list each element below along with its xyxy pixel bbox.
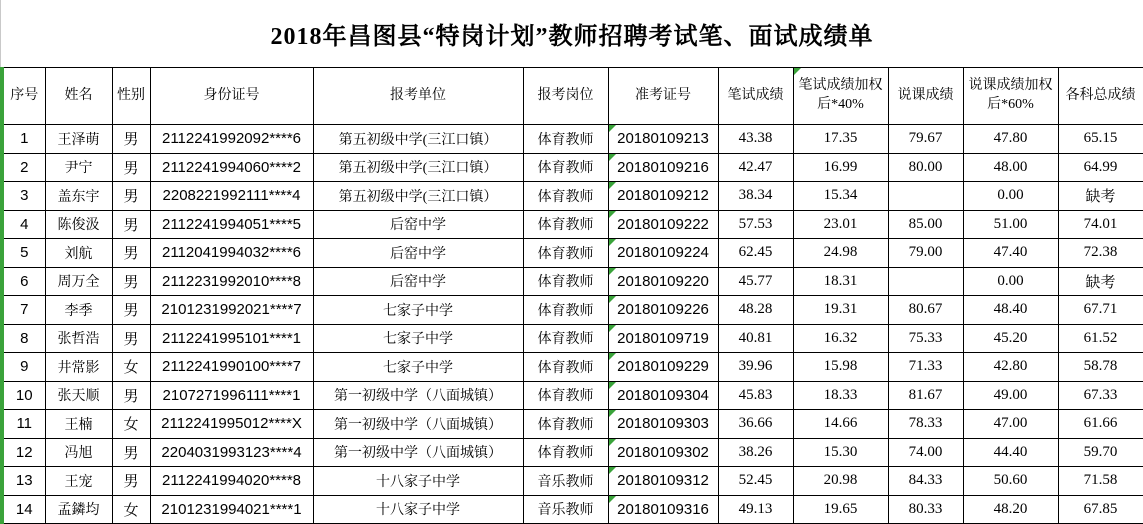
- error-triangle-icon: [609, 296, 616, 303]
- cell-gender: 男: [112, 381, 150, 410]
- cell-name: 李季: [45, 296, 112, 325]
- col-header-written40: 笔试成绩加权后*40%: [793, 68, 888, 125]
- table-row: [4, 438, 1143, 467]
- cell-no: 8: [4, 324, 45, 353]
- cell-no: 6: [4, 267, 45, 296]
- cell-id: 2112041994032****6: [150, 239, 313, 268]
- error-triangle-icon: [609, 496, 616, 503]
- page-title: 2018年昌图县“特岗计划”教师招聘考试笔、面试成绩单: [270, 24, 874, 50]
- error-triangle-icon: [609, 410, 616, 417]
- cell-total: 71.58: [1058, 467, 1143, 496]
- cell-no: 4: [4, 210, 45, 239]
- cell-written: 45.77: [718, 267, 793, 296]
- cell-unit: 七家子中学: [313, 353, 523, 382]
- cell-position: 体育教师: [523, 410, 608, 439]
- cell-written40: 20.98: [793, 467, 888, 496]
- error-triangle-icon: [794, 68, 801, 75]
- col-header-written: 笔试成绩: [718, 68, 793, 125]
- cell-written: 42.47: [718, 153, 793, 182]
- cell-name: 刘航: [45, 239, 112, 268]
- col-header-lecture60: 说课成绩加权后*60%: [963, 68, 1058, 125]
- cell-name: 王泽萌: [45, 125, 112, 154]
- cell-lecture: 79.67: [888, 125, 963, 154]
- col-header-id: 身份证号: [150, 68, 313, 125]
- table-row: [4, 353, 1143, 382]
- cell-gender: 男: [112, 296, 150, 325]
- cell-no: 1: [4, 125, 45, 154]
- cell-lecture60: 44.40: [963, 438, 1058, 467]
- cell-unit: 后窑中学: [313, 239, 523, 268]
- cell-position: 体育教师: [523, 353, 608, 382]
- error-triangle-icon: [609, 325, 616, 332]
- cell-lecture60: 47.40: [963, 239, 1058, 268]
- cell-lecture60: 48.20: [963, 495, 1058, 524]
- col-header-lecture: 说课成绩: [888, 68, 963, 125]
- cell-lecture60: 50.60: [963, 467, 1058, 496]
- cell-name: 周万全: [45, 267, 112, 296]
- cell-name: 尹宁: [45, 153, 112, 182]
- cell-no: 14: [4, 495, 45, 524]
- table-row: [4, 153, 1143, 182]
- cell-ticket: 20180109312: [608, 467, 718, 496]
- cell-ticket: 20180109304: [608, 381, 718, 410]
- cell-gender: 男: [112, 125, 150, 154]
- title-block: [0, 0, 1143, 67]
- cell-unit: 第五初级中学(三江口镇）: [313, 182, 523, 211]
- cell-total: 缺考: [1058, 182, 1143, 211]
- cell-id: 2112241990100****7: [150, 353, 313, 382]
- cell-lecture60: 47.00: [963, 410, 1058, 439]
- table-row: [4, 267, 1143, 296]
- cell-total: 74.01: [1058, 210, 1143, 239]
- cell-written40: 19.31: [793, 296, 888, 325]
- cell-name: 张哲浩: [45, 324, 112, 353]
- cell-unit: 第一初级中学（八面城镇）: [313, 381, 523, 410]
- table-row: [4, 467, 1143, 496]
- table-row: [4, 410, 1143, 439]
- error-triangle-icon: [609, 439, 616, 446]
- cell-no: 7: [4, 296, 45, 325]
- cell-id: 2101231992021****7: [150, 296, 313, 325]
- cell-no: 3: [4, 182, 45, 211]
- cell-written40: 24.98: [793, 239, 888, 268]
- cell-position: 音乐教师: [523, 467, 608, 496]
- cell-unit: 七家子中学: [313, 296, 523, 325]
- cell-total: 72.38: [1058, 239, 1143, 268]
- cell-id: 2112241995012****X: [150, 410, 313, 439]
- cell-position: 体育教师: [523, 381, 608, 410]
- cell-written40: 18.33: [793, 381, 888, 410]
- cell-id: 2204031993123****4: [150, 438, 313, 467]
- cell-ticket: 20180109213: [608, 125, 718, 154]
- cell-id: 2112231992010****8: [150, 267, 313, 296]
- cell-written40: 15.34: [793, 182, 888, 211]
- cell-lecture: 78.33: [888, 410, 963, 439]
- cell-ticket: 20180109316: [608, 495, 718, 524]
- cell-name: 陈俊汲: [45, 210, 112, 239]
- cell-id: 2107271996111****1: [150, 381, 313, 410]
- header-row: [4, 68, 1143, 125]
- cell-unit: 七家子中学: [313, 324, 523, 353]
- cell-no: 9: [4, 353, 45, 382]
- cell-written40: 18.31: [793, 267, 888, 296]
- cell-ticket: 20180109224: [608, 239, 718, 268]
- cell-lecture60: 48.00: [963, 153, 1058, 182]
- cell-position: 体育教师: [523, 324, 608, 353]
- cell-written: 62.45: [718, 239, 793, 268]
- col-header-name: 姓名: [45, 68, 112, 125]
- score-table-body: [4, 125, 1143, 524]
- table-row: [4, 296, 1143, 325]
- cell-lecture: [888, 182, 963, 211]
- cell-written: 39.96: [718, 353, 793, 382]
- cell-lecture60: 42.80: [963, 353, 1058, 382]
- cell-id: 2112241994051****5: [150, 210, 313, 239]
- table-row: [4, 324, 1143, 353]
- cell-gender: 男: [112, 438, 150, 467]
- cell-lecture60: 0.00: [963, 267, 1058, 296]
- table-row: [4, 381, 1143, 410]
- cell-written: 38.34: [718, 182, 793, 211]
- cell-lecture60: 45.20: [963, 324, 1058, 353]
- cell-lecture: 80.00: [888, 153, 963, 182]
- error-triangle-icon: [609, 182, 616, 189]
- cell-id: 2112241994020****8: [150, 467, 313, 496]
- cell-lecture: 75.33: [888, 324, 963, 353]
- cell-written: 40.81: [718, 324, 793, 353]
- cell-id: 2112241995101****1: [150, 324, 313, 353]
- cell-written40: 16.32: [793, 324, 888, 353]
- cell-gender: 女: [112, 495, 150, 524]
- cell-written40: 14.66: [793, 410, 888, 439]
- cell-lecture60: 0.00: [963, 182, 1058, 211]
- cell-position: 体育教师: [523, 438, 608, 467]
- cell-gender: 男: [112, 239, 150, 268]
- cell-total: 65.15: [1058, 125, 1143, 154]
- col-header-ticket: 准考证号: [608, 68, 718, 125]
- cell-unit: 第一初级中学（八面城镇）: [313, 410, 523, 439]
- cell-unit: 十八家子中学: [313, 495, 523, 524]
- cell-written: 38.26: [718, 438, 793, 467]
- cell-written: 48.28: [718, 296, 793, 325]
- cell-no: 13: [4, 467, 45, 496]
- cell-lecture: 80.33: [888, 495, 963, 524]
- cell-name: 冯旭: [45, 438, 112, 467]
- cell-written: 36.66: [718, 410, 793, 439]
- col-header-position: 报考岗位: [523, 68, 608, 125]
- cell-total: 64.99: [1058, 153, 1143, 182]
- cell-no: 5: [4, 239, 45, 268]
- cell-no: 2: [4, 153, 45, 182]
- cell-unit: 后窑中学: [313, 210, 523, 239]
- cell-lecture60: 47.80: [963, 125, 1058, 154]
- col-header-no: 序号: [4, 68, 45, 125]
- cell-written40: 19.65: [793, 495, 888, 524]
- cell-written40: 16.99: [793, 153, 888, 182]
- cell-ticket: 20180109222: [608, 210, 718, 239]
- error-triangle-icon: [609, 211, 616, 218]
- cell-lecture60: 49.00: [963, 381, 1058, 410]
- table-row: [4, 239, 1143, 268]
- table-row: [4, 210, 1143, 239]
- cell-ticket: 20180109226: [608, 296, 718, 325]
- cell-written: 57.53: [718, 210, 793, 239]
- cell-no: 11: [4, 410, 45, 439]
- col-header-total: 各科总成绩: [1058, 68, 1143, 125]
- cell-id: 2112241994060****2: [150, 153, 313, 182]
- cell-ticket: 20180109303: [608, 410, 718, 439]
- cell-total: 61.66: [1058, 410, 1143, 439]
- cell-lecture: 85.00: [888, 210, 963, 239]
- cell-gender: 女: [112, 410, 150, 439]
- cell-lecture: 80.67: [888, 296, 963, 325]
- cell-name: 王楠: [45, 410, 112, 439]
- cell-lecture60: 51.00: [963, 210, 1058, 239]
- cell-name: 井常影: [45, 353, 112, 382]
- cell-lecture: 81.67: [888, 381, 963, 410]
- cell-ticket: 20180109216: [608, 153, 718, 182]
- cell-lecture60: 48.40: [963, 296, 1058, 325]
- cell-no: 10: [4, 381, 45, 410]
- cell-total: 59.70: [1058, 438, 1143, 467]
- error-triangle-icon: [609, 125, 616, 132]
- score-table-wrap: [0, 67, 1143, 524]
- cell-position: 体育教师: [523, 182, 608, 211]
- cell-unit: 后窑中学: [313, 267, 523, 296]
- cell-total: 67.33: [1058, 381, 1143, 410]
- cell-lecture: 79.00: [888, 239, 963, 268]
- cell-name: 王宠: [45, 467, 112, 496]
- cell-lecture: [888, 267, 963, 296]
- cell-name: 盖东宇: [45, 182, 112, 211]
- cell-unit: 第一初级中学（八面城镇）: [313, 438, 523, 467]
- cell-lecture: 74.00: [888, 438, 963, 467]
- cell-position: 体育教师: [523, 210, 608, 239]
- error-triangle-icon: [609, 239, 616, 246]
- cell-unit: 十八家子中学: [313, 467, 523, 496]
- cell-written40: 23.01: [793, 210, 888, 239]
- col-header-unit: 报考单位: [313, 68, 523, 125]
- cell-ticket: 20180109220: [608, 267, 718, 296]
- cell-position: 音乐教师: [523, 495, 608, 524]
- cell-written: 52.45: [718, 467, 793, 496]
- cell-no: 12: [4, 438, 45, 467]
- table-row: [4, 495, 1143, 524]
- cell-written: 49.13: [718, 495, 793, 524]
- cell-position: 体育教师: [523, 296, 608, 325]
- error-triangle-icon: [609, 467, 616, 474]
- error-triangle-icon: [609, 268, 616, 275]
- cell-total: 61.52: [1058, 324, 1143, 353]
- cell-name: 张天顺: [45, 381, 112, 410]
- cell-written40: 17.35: [793, 125, 888, 154]
- cell-gender: 男: [112, 467, 150, 496]
- cell-total: 67.71: [1058, 296, 1143, 325]
- table-row: [4, 125, 1143, 154]
- cell-gender: 男: [112, 153, 150, 182]
- cell-lecture: 84.33: [888, 467, 963, 496]
- cell-gender: 男: [112, 267, 150, 296]
- cell-written: 45.83: [718, 381, 793, 410]
- cell-position: 体育教师: [523, 239, 608, 268]
- cell-gender: 女: [112, 353, 150, 382]
- table-row: [4, 182, 1143, 211]
- cell-position: 体育教师: [523, 267, 608, 296]
- cell-position: 体育教师: [523, 125, 608, 154]
- cell-total: 缺考: [1058, 267, 1143, 296]
- cell-ticket: 20180109719: [608, 324, 718, 353]
- cell-written40: 15.98: [793, 353, 888, 382]
- cell-id: 2112241992092****6: [150, 125, 313, 154]
- cell-gender: 男: [112, 324, 150, 353]
- cell-ticket: 20180109212: [608, 182, 718, 211]
- cell-ticket: 20180109229: [608, 353, 718, 382]
- col-header-gender: 性别: [112, 68, 150, 125]
- cell-total: 58.78: [1058, 353, 1143, 382]
- score-table: [4, 67, 1143, 524]
- error-triangle-icon: [609, 382, 616, 389]
- cell-unit: 第五初级中学(三江口镇）: [313, 125, 523, 154]
- cell-unit: 第五初级中学(三江口镇）: [313, 153, 523, 182]
- cell-written40: 15.30: [793, 438, 888, 467]
- cell-gender: 男: [112, 182, 150, 211]
- cell-id: 2208221992111****4: [150, 182, 313, 211]
- cell-id: 2101231994021****1: [150, 495, 313, 524]
- cell-position: 体育教师: [523, 153, 608, 182]
- error-triangle-icon: [609, 154, 616, 161]
- cell-name: 孟鏻均: [45, 495, 112, 524]
- cell-written: 43.38: [718, 125, 793, 154]
- cell-gender: 男: [112, 210, 150, 239]
- cell-lecture: 71.33: [888, 353, 963, 382]
- cell-total: 67.85: [1058, 495, 1143, 524]
- error-triangle-icon: [609, 353, 616, 360]
- score-table-head: [4, 68, 1143, 125]
- cell-ticket: 20180109302: [608, 438, 718, 467]
